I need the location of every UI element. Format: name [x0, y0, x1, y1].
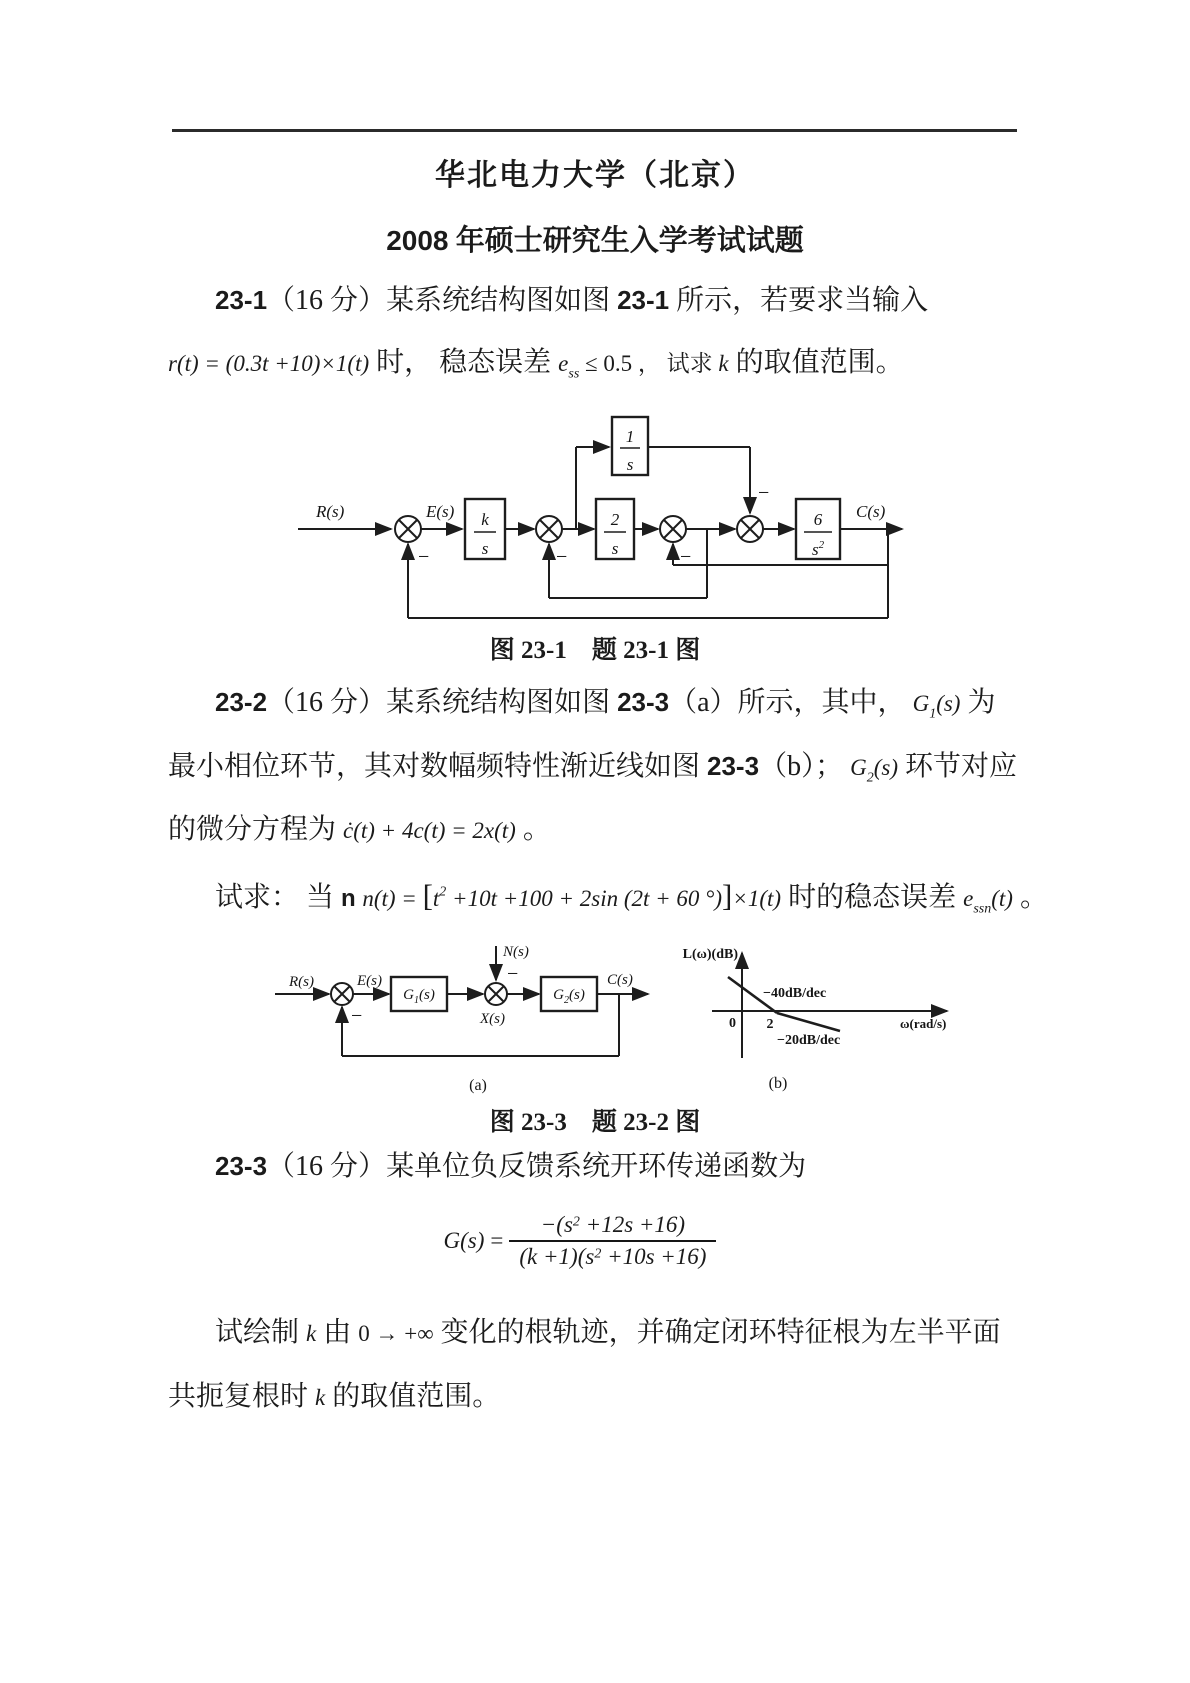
fig1-output-label: C(s)	[856, 502, 886, 521]
q3-transfer-function	[0, 1212, 1160, 1270]
fig2a-g2-label: $G_2(s)$	[553, 987, 585, 1006]
q2-bracket-open: [	[422, 878, 433, 913]
block-two-over-s	[596, 499, 634, 559]
fig2a-minus-noise: −	[507, 963, 519, 985]
question-23-3-line-1	[215, 1150, 806, 1184]
fig2a-minus-feedback: −	[351, 1005, 363, 1027]
block-k-over-s	[465, 499, 505, 559]
q3-k-2: k	[315, 1385, 326, 1410]
q3-gs: G(s)	[443, 1228, 485, 1253]
fig2a-tag: (a)	[469, 1077, 487, 1094]
block3-denominator: s	[611, 539, 619, 558]
subtitle-year: 2008	[386, 225, 449, 256]
q2-points: （16 分）	[267, 687, 387, 718]
question-23-2-line-1	[215, 686, 995, 723]
q3-text-b: 试绘制	[215, 1317, 307, 1348]
fig2a-noise-label: N(s)	[503, 944, 529, 960]
question-23-2-line-4	[215, 877, 1048, 918]
q3-num-sup: 2	[572, 1214, 580, 1230]
fig1-minus-3: −	[680, 546, 692, 568]
q2-diff-eq: ċ(t) + 4c(t) = 2x(t)	[343, 818, 516, 843]
block4-numerator: 6	[813, 510, 823, 529]
fig2b-tag: (b)	[768, 1075, 788, 1092]
q3-text-f: 的取值范围。	[325, 1381, 501, 1412]
fig2a-sum-junction-2	[485, 983, 507, 1005]
q1-text-a: 某系统结构图如图	[386, 285, 618, 316]
fig2a-block-g1	[391, 977, 447, 1011]
q2-text-d: 最小相位环节，其对数幅频特性渐近线如图	[168, 751, 708, 782]
fig-23-3-caption: 图 23-3 题 23-2 图	[489, 1109, 701, 1136]
q3-num-a: −(s	[540, 1212, 573, 1237]
fig1-minus-4: −	[758, 482, 770, 504]
q3-text-d: 变化的根轨迹，并确定闭环特征根为左半平面	[433, 1317, 1001, 1348]
sum-junction-3	[660, 516, 686, 542]
q2-fig-ref: 23-3	[617, 687, 670, 717]
q2-text-a: 某系统结构图如图	[386, 687, 618, 718]
page-subtitle	[0, 218, 1190, 259]
q2-essn-base: e	[963, 886, 974, 911]
question-23-3-line-3	[168, 1380, 500, 1414]
subtitle-text: 年硕士研究生入学考试试题	[448, 225, 804, 257]
fig1-error-label: E(s)	[426, 502, 455, 521]
q3-fraction	[509, 1212, 716, 1270]
q2-text-i: 试求： 当	[215, 882, 342, 913]
question-23-1-line-1	[215, 284, 928, 318]
q3-text-c: 由	[316, 1317, 359, 1348]
q2-bracket-close: ]	[722, 878, 733, 913]
q1-number: 23-1	[215, 285, 268, 315]
q2-nt-formula-a: n(t) =	[362, 886, 423, 911]
question-23-2-line-2	[168, 750, 1017, 787]
feedback-loop-to-sum3	[673, 529, 888, 618]
fig2a-block-g2	[541, 977, 597, 1011]
fig2b-xlabel: ω(rad/s)	[900, 1016, 947, 1031]
q2-text-j: 时的稳态误差	[781, 882, 964, 913]
q2-text-c: 为	[960, 687, 996, 718]
q1-text-b: 所示，若要求当输入	[669, 285, 929, 316]
q2-text-f: 环节对应	[897, 751, 1017, 782]
q2-nt-formula-b: +10t +100 + 2sin (2t + 60 °)	[446, 886, 723, 911]
fig2a-error-label: E(s)	[357, 973, 382, 989]
q2-essn-arg: (t)	[991, 886, 1013, 911]
sum-junction-4	[737, 516, 763, 542]
q1-points: （16 分）	[267, 285, 387, 316]
top-rule	[172, 129, 1017, 132]
q1-text-d: 的取值范围。	[728, 347, 904, 378]
fig1-minus-2: −	[556, 546, 568, 568]
q2-g2-sub: 2	[866, 770, 874, 786]
q3-points: （16 分）	[267, 1151, 387, 1182]
q2-g2-base: G	[850, 755, 867, 780]
fig2a-input-label: R(s)	[289, 974, 314, 990]
q2-t: t	[432, 886, 440, 911]
q2-g1-arg: (s)	[936, 691, 961, 716]
block1-numerator: k	[481, 510, 489, 529]
fig1-input-label: R(s)	[316, 502, 345, 521]
q2-t-sup: 2	[439, 884, 447, 900]
block-six-over-s-squared	[796, 499, 840, 559]
q3-text-e: 共扼复根时	[168, 1381, 316, 1412]
branch-to-one-over-s	[576, 447, 609, 529]
fig-23-3b-bode-plot	[650, 940, 965, 1095]
q2-text-b: （a）所示，其中，	[669, 687, 913, 718]
fig-23-1-block-diagram	[290, 386, 910, 636]
q1-k: k	[718, 351, 729, 376]
q3-k-1: k	[306, 1321, 317, 1346]
block1-denominator: s	[481, 539, 489, 558]
block2-denominator: s	[626, 455, 634, 474]
fig2b-origin-tick: 0	[729, 1016, 736, 1031]
q2-fig-ref-2: 23-3	[707, 751, 760, 781]
sum-junction-2	[536, 516, 562, 542]
fig2b-slope-high-label: −40dB/dec	[763, 986, 827, 1001]
one-over-s-output-path	[648, 447, 750, 513]
fig2b-corner-tick: 2	[766, 1017, 774, 1032]
fig2a-x-label: X(s)	[480, 1011, 505, 1027]
block2-numerator: 1	[625, 427, 635, 446]
fig-23-1-caption: 图 23-1 题 23-1 图	[489, 637, 701, 664]
q2-g1-sub: 1	[929, 706, 937, 722]
sum-junction-1	[395, 516, 421, 542]
q2-text-h: 。	[515, 814, 551, 845]
q2-nt-formula-c: ×1(t)	[732, 886, 782, 911]
block3-numerator: 2	[610, 510, 620, 529]
q3-den-a: (k +1)(s	[519, 1244, 595, 1269]
q3-number: 23-3	[215, 1151, 268, 1181]
block-one-over-s	[612, 417, 648, 475]
q3-range: 0 → +∞	[358, 1321, 434, 1346]
q1-condition: ≤ 0.5 ， 试求	[579, 351, 719, 376]
fig1-minus-1: −	[418, 546, 430, 568]
q2-number: 23-2	[215, 687, 268, 717]
fig-23-3a-block-diagram	[245, 938, 655, 1098]
q1-fig-ref: 23-1	[617, 285, 670, 315]
fig2a-output-label: C(s)	[607, 972, 633, 988]
q3-den-sup: 2	[594, 1246, 602, 1262]
q2-n-upright: n	[341, 885, 363, 912]
q2-text-k: 。	[1012, 882, 1048, 913]
q3-num-b: +12s +16)	[579, 1212, 686, 1237]
q3-text-a: 某单位负反馈系统开环传递函数为	[386, 1151, 807, 1182]
fig2a-sum-junction-1	[331, 983, 353, 1005]
block4-denominator: $s^2$	[811, 539, 825, 559]
fig2a-noise-input	[496, 944, 529, 985]
q3-equals: =	[490, 1228, 504, 1253]
question-23-2-line-3	[168, 813, 551, 847]
fig2b-slope-low-label: −20dB/dec	[777, 1033, 841, 1048]
q2-g1-base: G	[912, 691, 930, 716]
q1-ess-base: e	[558, 351, 569, 376]
q2-g2-arg: (s)	[873, 755, 898, 780]
fig2a-g1-label: $G_1(s)$	[403, 987, 435, 1006]
q2-essn-sub: ssn	[973, 901, 992, 917]
q2-text-e: （b）；	[759, 751, 851, 782]
q2-text-g: 的微分方程为	[168, 814, 344, 845]
q1-ess-sub: ss	[568, 366, 580, 382]
q3-den-b: +10s +16)	[601, 1244, 707, 1269]
page-title: 华北电力大学（北京）	[435, 159, 755, 192]
question-23-3-line-2	[215, 1316, 1001, 1350]
question-23-1-line-2	[168, 346, 904, 383]
fig2b-ylabel: L(ω)(dB)	[682, 947, 738, 962]
q1-text-c: 时， 稳态误差	[369, 347, 559, 378]
q1-input-formula: r(t) = (0.3t +10)×1(t)	[168, 351, 370, 376]
